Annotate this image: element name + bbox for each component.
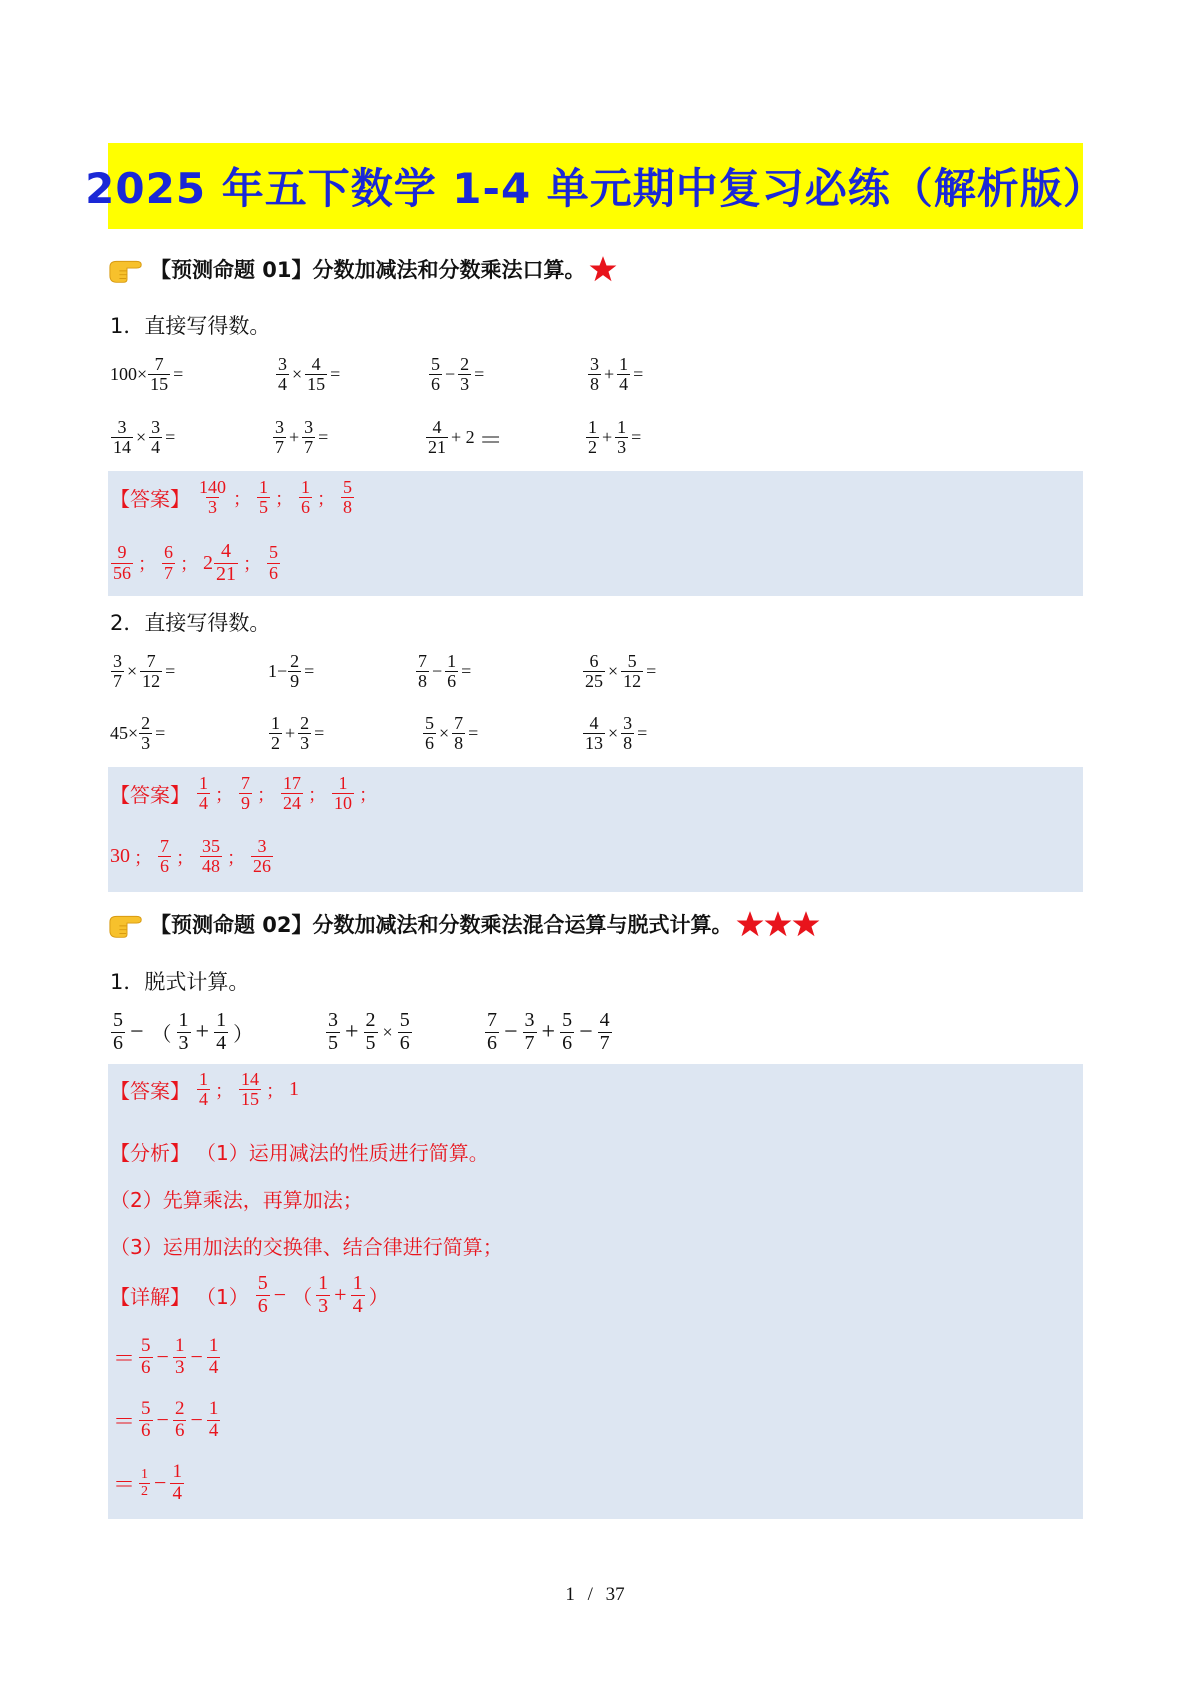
expression: $\frac{6}{25}$ × $\frac{5}{12}$ = [585, 651, 657, 692]
section-heading-label: 【预测命题 01】分数加减法和分数乘法口算。 [150, 258, 586, 282]
solution-step: ＝ $\frac{5}{6}$ − $\frac{1}{3}$ − $\frac{1}{4}$ [113, 1335, 219, 1378]
expression: $\frac{7}{6}$ − $\frac{3}{7}$ + $\frac{5}{6}$ − $\frac{4}{7}$ [487, 1009, 610, 1054]
expression: 1− $\frac{2}{9}$ = [268, 651, 315, 692]
expression: $\frac{7}{8}$ − $\frac{1}{6}$ = [418, 651, 472, 692]
pointing-hand-icon [108, 909, 146, 939]
detail-line: 【详解】 （1） $\frac{5}{6}$ − （ $\frac{1}{3}$ + $\frac{1}{4}$ ） [110, 1272, 389, 1317]
analysis-line: 【分析】 （1）运用减法的性质进行简算。 [110, 1141, 489, 1165]
expression: $\frac{4}{13}$ × $\frac{3}{8}$ = [585, 713, 648, 754]
answer-line: 30 ； $\frac{7}{6}$ ； $\frac{35}{48}$ ； $\frac{3}{26}$ [110, 836, 271, 877]
answer-line: $\frac{9}{56}$ ； $\frac{6}{7}$ ； 2 $\frac{4}{21}$ ； $\frac{5}{6}$ [113, 540, 278, 585]
expression: 100× $\frac{7}{15}$ = [110, 354, 184, 395]
solution-step: ＝ $\frac{1}{2}$ − $\frac{1}{4}$ [113, 1461, 182, 1504]
expression: $\frac{5}{6}$ − （ $\frac{1}{3}$ + $\frac{1}{4}$ ） [113, 1009, 254, 1054]
expression: $\frac{5}{6}$ × $\frac{7}{8}$ = [425, 713, 479, 754]
expression: $\frac{3}{8}$ + $\frac{1}{4}$ = [590, 354, 644, 395]
document-title: 2025 年五下数学 1-4 单元期中复习必练（解析版） [108, 143, 1083, 229]
expression: $\frac{3}{4}$ × $\frac{4}{15}$ = [278, 354, 341, 395]
expression: $\frac{3}{7}$ × $\frac{7}{12}$ = [113, 651, 176, 692]
expression: $\frac{1}{2}$ + $\frac{1}{3}$ = [588, 417, 642, 458]
question-title: 1．脱式计算。 [110, 970, 250, 994]
star-icon [589, 255, 617, 283]
star-icon [736, 910, 764, 938]
analysis-line: （3）运用加法的交换律、结合律进行简算； [110, 1235, 503, 1259]
expression: $\frac{5}{6}$ − $\frac{2}{3}$ = [431, 354, 485, 395]
question-title: 1．直接写得数。 [110, 314, 271, 338]
section-heading-01 [108, 249, 617, 289]
expression: $\frac{4}{21}$ + 2 ＝ [428, 417, 503, 458]
expression: $\frac{1}{2}$ + $\frac{2}{3}$ = [271, 713, 325, 754]
section-heading-label: 【预测命题 02】分数加减法和分数乘法混合运算与脱式计算。 [150, 913, 733, 937]
answer-line: 【答案】 $\frac{140}{3}$ ； $\frac{1}{5}$ ； $\frac{1}{6}$ ； $\frac{5}{8}$ [110, 477, 352, 518]
solution-step: ＝ $\frac{5}{6}$ − $\frac{2}{6}$ − $\frac{1}{4}$ [113, 1398, 219, 1441]
question-title: 2．直接写得数。 [110, 611, 271, 635]
answer-line: 【答案】 $\frac{1}{4}$ ； $\frac{7}{9}$ ； $\frac{17}{24}$ ； $\frac{1}{10}$ ； [110, 773, 377, 814]
star-icon [764, 910, 792, 938]
expression: $\frac{3}{7}$ + $\frac{3}{7}$ = [275, 417, 329, 458]
expression: 45× $\frac{2}{3}$ = [110, 713, 166, 754]
page-number: 1 / 37 [565, 1584, 625, 1605]
pointing-hand-icon [108, 254, 146, 284]
expression: $\frac{3}{14}$ × $\frac{3}{4}$ = [113, 417, 176, 458]
star-icon [792, 910, 820, 938]
analysis-line: （2）先算乘法，再算加法； [110, 1188, 363, 1212]
answer-line: 【答案】 $\frac{1}{4}$ ； $\frac{14}{15}$ ； 1 [110, 1069, 299, 1110]
section-heading-02 [108, 904, 820, 944]
expression: $\frac{3}{5}$ + $\frac{2}{5}$ × $\frac{5}{6}$ [328, 1009, 410, 1054]
